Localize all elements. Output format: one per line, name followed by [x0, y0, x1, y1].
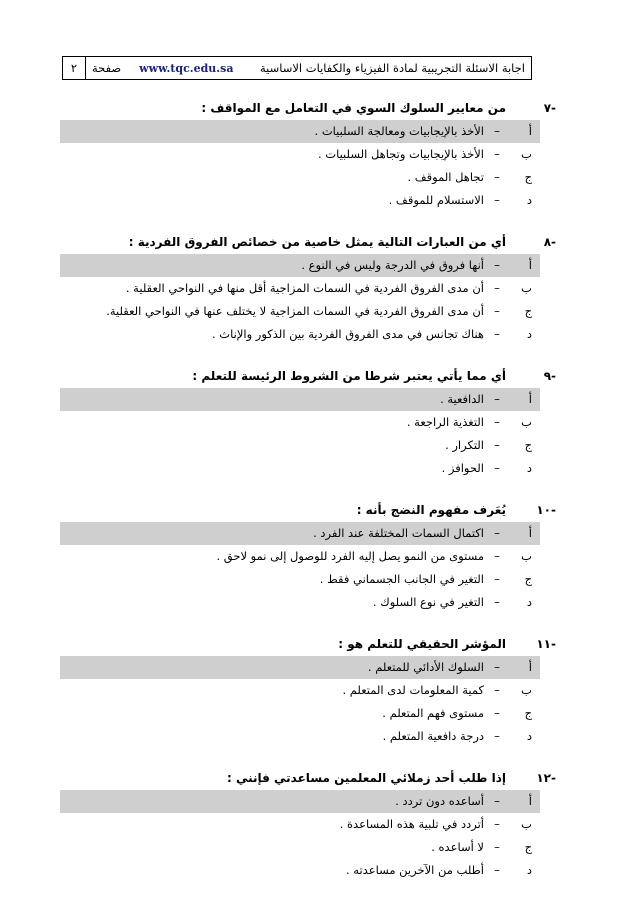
- option: ج – لا أساعده .: [60, 836, 540, 859]
- option-text: التكرار .: [445, 438, 484, 452]
- question-text: أي مما يأتي يعتبر شرطا من الشروط الرئيسة للتعلم :: [192, 369, 506, 383]
- option: ج – تجاهل الموقف .: [60, 166, 540, 189]
- question-text: إذا طلب أحد زملائي المعلمين مساعدتي فإنني :: [226, 771, 506, 785]
- option-letter: د: [526, 729, 532, 743]
- option: د – أطلب من الآخرين مساعدته .: [60, 859, 540, 882]
- option-letter: أ: [528, 660, 532, 674]
- option-letter: أ: [528, 392, 532, 406]
- header-title: اجابة الاسئلة التجريبية لمادة الفيزياء والكفايات الاساسية: [259, 61, 525, 75]
- option: د – درجة دافعية المتعلم .: [60, 725, 540, 748]
- option-text: مستوى فهم المتعلم .: [382, 706, 484, 720]
- option-text: الأخذ بالإيجابيات ومعالجة السلبيات .: [314, 124, 484, 138]
- option: ب – مستوى من النمو يصل إليه الفرد للوصول إلى نمو لاحق .: [60, 545, 540, 568]
- question-number: -١٠: [536, 503, 556, 517]
- option-text: أن مدى الفروق الفردية في السمات المزاجية أقل منها في النواحي العقلية .: [125, 281, 484, 295]
- option-letter: ب: [521, 281, 532, 295]
- option: ب – أن مدى الفروق الفردية في السمات المزاجية أقل منها في النواحي العقلية .: [60, 277, 540, 300]
- option: ج – مستوى فهم المتعلم .: [60, 702, 540, 725]
- option-text: أنها فروق في الدرجة وليس في النوع .: [301, 258, 484, 272]
- option-text: درجة دافعية المتعلم .: [382, 729, 484, 743]
- option: د – الاستسلام للموقف .: [60, 189, 540, 212]
- option-letter: ج: [524, 170, 532, 184]
- option-correct: أ – السلوك الأدائي للمتعلم .: [60, 656, 540, 679]
- question-9: [60, 364, 556, 388]
- page-number: ٢: [63, 57, 86, 79]
- option-letter: ب: [521, 415, 532, 429]
- option-letter: د: [526, 193, 532, 207]
- option: د – التغير في نوع السلوك .: [60, 591, 540, 614]
- option-text: مستوى من النمو يصل إليه الفرد للوصول إلى نمو لاحق .: [216, 549, 484, 563]
- question-text: من معايير السلوك السوي في التعامل مع المواقف :: [201, 101, 506, 115]
- option-letter: د: [526, 863, 532, 877]
- option: د – الحوافز .: [60, 457, 540, 480]
- option-letter: أ: [528, 124, 532, 138]
- option-text: هناك تجانس في مدى الفروق الفردية بين الذكور والإناث .: [212, 327, 484, 341]
- question-number: -١١: [536, 637, 556, 651]
- option-correct: أ – اكتمال السمات المختلفة عند الفرد .: [60, 522, 540, 545]
- option-text: الاستسلام للموقف .: [388, 193, 484, 207]
- option-letter: ب: [521, 549, 532, 563]
- question-11: [60, 632, 556, 656]
- option: ب – الأخذ بالإيجابيات وتجاهل السلبيات .: [60, 143, 540, 166]
- option-letter: ب: [521, 683, 532, 697]
- option-letter: ب: [521, 147, 532, 161]
- option-letter: ب: [521, 817, 532, 831]
- option-letter: ج: [524, 840, 532, 854]
- question-7: [60, 96, 556, 120]
- option-letter: أ: [528, 794, 532, 808]
- question-number: -٩: [543, 369, 556, 383]
- option-letter: ج: [524, 706, 532, 720]
- option-text: الأخذ بالإيجابيات وتجاهل السلبيات .: [317, 147, 484, 161]
- option: ج – التكرار .: [60, 434, 540, 457]
- question-number: -٧: [543, 101, 556, 115]
- page-header: [62, 56, 532, 80]
- option-text: التغذية الراجعة .: [406, 415, 484, 429]
- questions-list: [60, 96, 556, 882]
- question-12: [60, 766, 556, 790]
- option-text: اكتمال السمات المختلفة عند الفرد .: [313, 526, 484, 540]
- option-letter: ج: [524, 304, 532, 318]
- option-text: كمية المعلومات لدى المتعلم .: [342, 683, 484, 697]
- question-text: يُعَرف مفهوم النضج بأنه :: [356, 503, 506, 517]
- option-letter: ج: [524, 572, 532, 586]
- option: ج – التغير في الجانب الجسماني فقط .: [60, 568, 540, 591]
- option-correct: أ – الأخذ بالإيجابيات ومعالجة السلبيات .: [60, 120, 540, 143]
- option-letter: أ: [528, 258, 532, 272]
- option-text: لا أساعده .: [431, 840, 484, 854]
- option-letter: أ: [528, 526, 532, 540]
- option-correct: أ – الدافعية .: [60, 388, 540, 411]
- question-number: -٨: [543, 235, 556, 249]
- option-text: أن مدى الفروق الفردية في السمات المزاجية لا يختلف عنها في النواحي العقلية.: [106, 304, 484, 318]
- question-text: أي من العبارات التالية يمثل خاصية من خصائص الفروق الفردية :: [128, 235, 506, 249]
- option-text: تجاهل الموقف .: [407, 170, 484, 184]
- option-text: التغير في نوع السلوك .: [372, 595, 484, 609]
- option-letter: ج: [524, 438, 532, 452]
- option: ب – أتردد في تلبية هذه المساعدة .: [60, 813, 540, 836]
- option: ج – أن مدى الفروق الفردية في السمات المزاجية لا يختلف عنها في النواحي العقلية.: [60, 300, 540, 323]
- question-8: [60, 230, 556, 254]
- option-text: التغير في الجانب الجسماني فقط .: [319, 572, 484, 586]
- option-text: أطلب من الآخرين مساعدته .: [346, 863, 484, 877]
- option: ب – التغذية الراجعة .: [60, 411, 540, 434]
- option-letter: د: [526, 461, 532, 475]
- option-text: الحوافز .: [441, 461, 484, 475]
- option-correct: أ – أنها فروق في الدرجة وليس في النوع .: [60, 254, 540, 277]
- option-text: السلوك الأدائي للمتعلم .: [367, 660, 484, 674]
- header-url[interactable]: www.tqc.edu.sa: [139, 61, 234, 75]
- question-number: -١٢: [536, 771, 556, 785]
- question-10: [60, 498, 556, 522]
- question-text: المؤشر الحقيقي للتعلم هو :: [338, 637, 506, 651]
- option-text: أتردد في تلبية هذه المساعدة .: [339, 817, 484, 831]
- option-correct: أ – أساعده دون تردد .: [60, 790, 540, 813]
- option-text: الدافعية .: [440, 392, 484, 406]
- option-letter: د: [526, 595, 532, 609]
- page-label: صفحة: [92, 61, 122, 75]
- option-letter: د: [526, 327, 532, 341]
- option-text: أساعده دون تردد .: [395, 794, 484, 808]
- option: د – هناك تجانس في مدى الفروق الفردية بين الذكور والإناث .: [60, 323, 540, 346]
- option: ب – كمية المعلومات لدى المتعلم .: [60, 679, 540, 702]
